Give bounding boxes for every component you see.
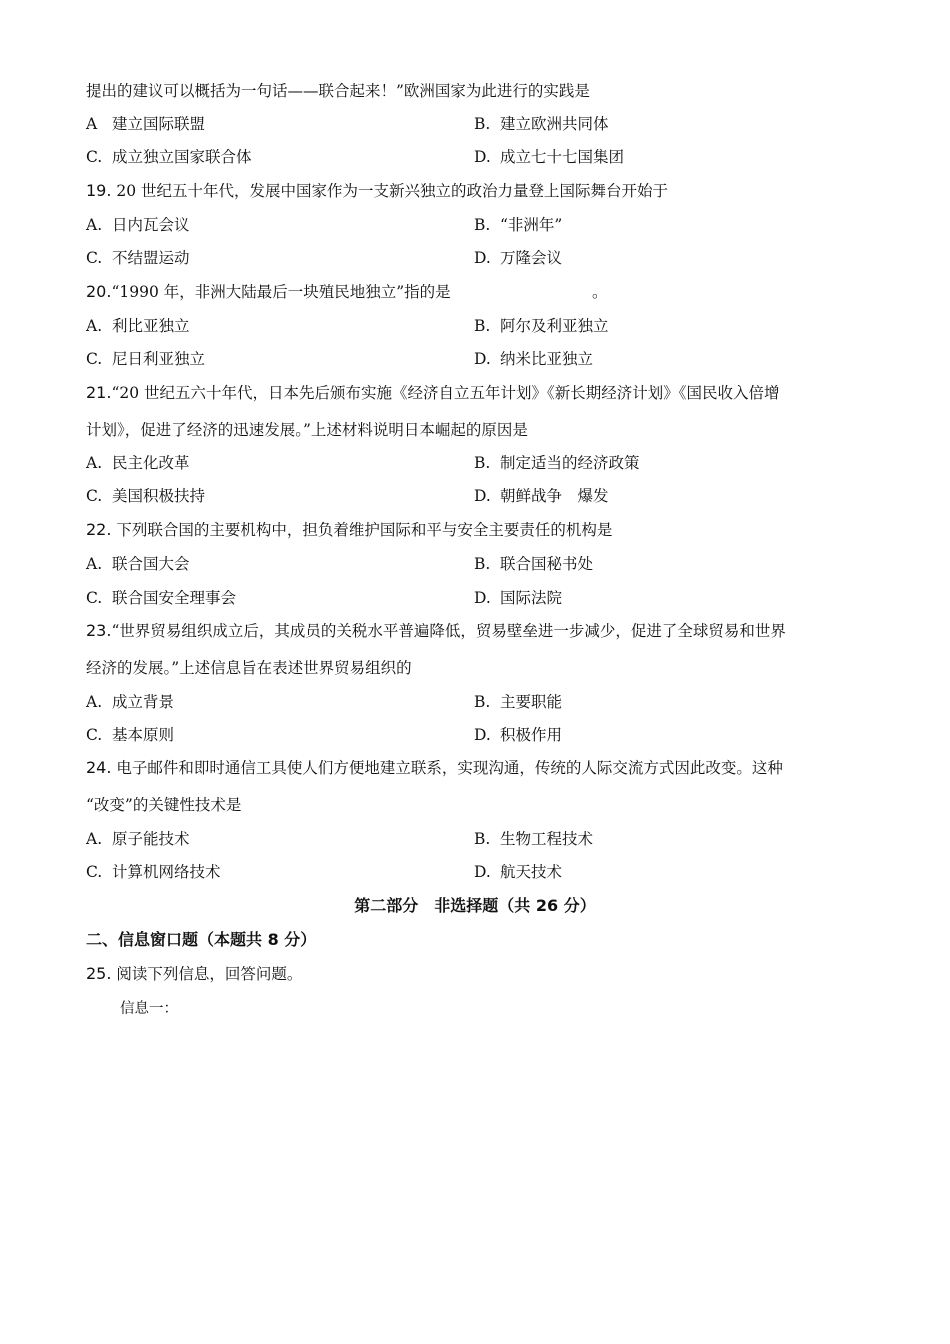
q18-option-c: C. 成立独立国家联合体	[86, 148, 252, 166]
q22-stem: 22. 下列联合国的主要机构中，担负着维护国际和平与安全主要责任的机构是	[86, 520, 613, 539]
q20-stem-end: 。	[592, 283, 608, 301]
q18-option-b: B. 建立欧洲共同体	[474, 115, 609, 133]
q22-option-c: C. 联合国安全理事会	[86, 589, 237, 607]
q23-option-d: D. 积极作用	[474, 726, 563, 744]
q20-stem: 20.“1990 年，非洲大陆最后一块殖民地独立”指的是	[86, 282, 451, 301]
q19-option-c: C. 不结盟运动	[86, 249, 190, 267]
part2-heading: 第二部分 非选择题（共 26 分）	[354, 896, 596, 915]
q23-stem-line1: 23.“世界贸易组织成立后，其成员的关税水平普遍降低，贸易壁垒进一步减少，促进了全球贸易和世界	[86, 621, 786, 640]
q22-option-d: D. 国际法院	[474, 589, 563, 607]
q19-option-a: A. 日内瓦会议	[86, 216, 190, 234]
q24-option-d: D. 航天技术	[474, 863, 563, 881]
q19-stem: 19. 20 世纪五十年代，发展中国家作为一支新兴独立的政治力量登上国际舞台开始于	[86, 181, 669, 200]
q23-option-a: A. 成立背景	[86, 693, 175, 711]
q23-stem-line2: 经济的发展。”上述信息旨在表述世界贸易组织的	[86, 659, 412, 677]
q21-stem-line1: 21.“20 世纪五六十年代，日本先后颁布实施《经济自立五年计划》《新长期经济计划》《国民收入倍增	[86, 383, 780, 402]
q24-option-c: C. 计算机网络技术	[86, 863, 221, 881]
q21-option-c: C. 美国积极扶持	[86, 487, 206, 505]
q25-info1-label: 信息一：	[120, 1001, 178, 1017]
q20-option-c: C. 尼日利亚独立	[86, 350, 206, 368]
q22-option-b: B. 联合国秘书处	[474, 555, 594, 573]
q18-stem-tail: 提出的建议可以概括为一句话——联合起来！”欧洲国家为此进行的实践是	[86, 82, 590, 100]
q21-option-b: B. 制定适当的经济政策	[474, 454, 640, 472]
q18-option-d: D. 成立七十七国集团	[474, 148, 625, 166]
q24-option-b: B. 生物工程技术	[474, 830, 594, 848]
q25-stem: 25. 阅读下列信息，回答问题。	[86, 964, 303, 983]
q24-stem-line2: “改变”的关键性技术是	[86, 796, 242, 814]
q21-stem-line2: 计划》，促进了经济的迅速发展。”上述材料说明日本崛起的原因是	[86, 421, 528, 439]
q23-option-b: B. 主要职能	[474, 693, 563, 711]
q20-option-d: D. 纳米比亚独立	[474, 350, 594, 368]
q20-option-a: A. 利比亚独立	[86, 317, 190, 335]
q23-option-c: C. 基本原则	[86, 726, 175, 744]
q21-option-d: D. 朝鲜战争 爆发	[474, 487, 609, 505]
q19-option-b: B. “非洲年”	[474, 216, 563, 234]
q24-option-a: A. 原子能技术	[86, 830, 190, 848]
q21-option-a: A. 民主化改革	[86, 454, 190, 472]
q18-option-a: A 建立国际联盟	[86, 115, 206, 133]
section2-heading: 二、信息窗口题（本题共 8 分）	[86, 930, 317, 949]
q22-option-a: A. 联合国大会	[86, 555, 190, 573]
q19-option-d: D. 万隆会议	[474, 249, 563, 267]
q20-option-b: B. 阿尔及利亚独立	[474, 317, 609, 335]
q24-stem-line1: 24. 电子邮件和即时通信工具使人们方便地建立联系，实现沟通，传统的人际交流方式因此改变。这种	[86, 758, 783, 777]
